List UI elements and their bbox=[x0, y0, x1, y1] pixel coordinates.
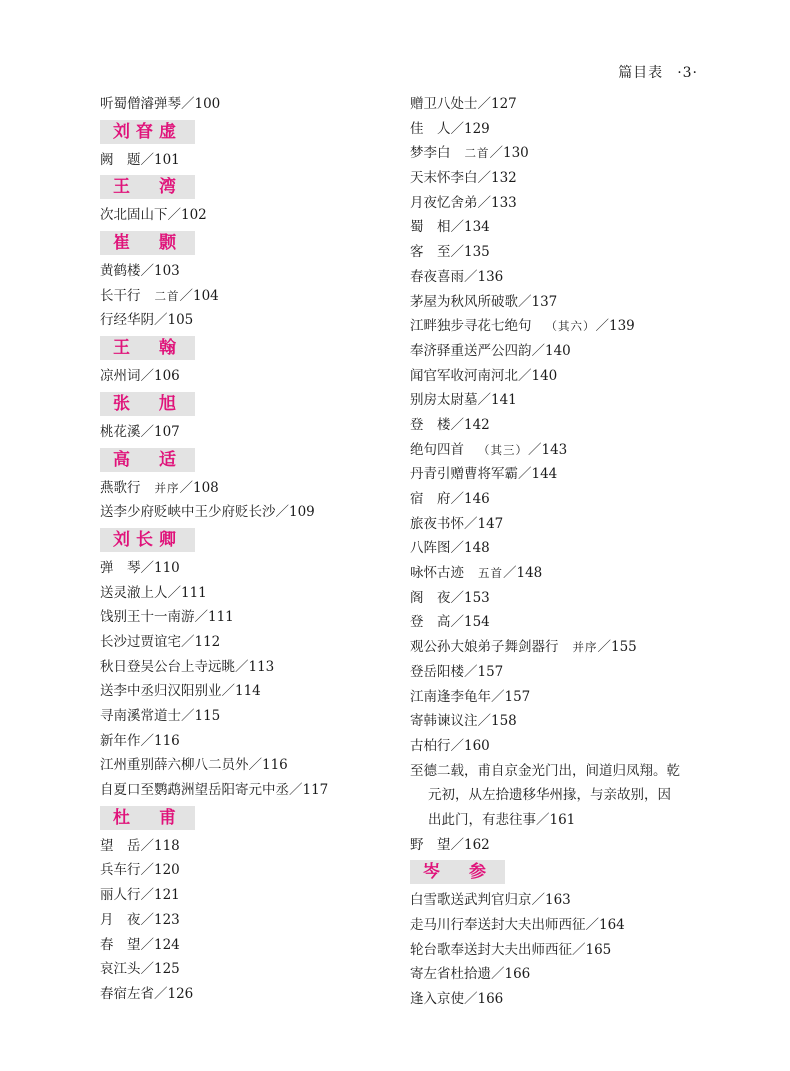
author-heading: 岑 参 bbox=[410, 860, 505, 884]
toc-entry bbox=[410, 660, 710, 685]
entry-title: 桃花溪／107 bbox=[100, 423, 180, 440]
entry-title: 登 高／154 bbox=[410, 614, 490, 631]
entry-title: 阙 题／101 bbox=[100, 151, 180, 168]
toc-entry bbox=[100, 778, 390, 803]
author-heading: 张 旭 bbox=[100, 392, 195, 416]
toc-entry bbox=[410, 833, 710, 858]
toc-entry bbox=[410, 586, 710, 611]
toc-entry bbox=[410, 536, 710, 561]
toc-entry bbox=[410, 92, 710, 117]
entry-title: 送灵澈上人／111 bbox=[100, 584, 207, 601]
toc-entry bbox=[100, 834, 390, 859]
toc-column-left bbox=[100, 92, 390, 1007]
entry-title: 望 岳／118 bbox=[100, 837, 180, 854]
toc-entry-line: 至德二载，甫自京金光门出，间道归凤翔。乾 bbox=[410, 762, 680, 779]
entry-title: 阁 夜／153 bbox=[410, 589, 490, 606]
entry-title: 宿 府／146 bbox=[410, 491, 490, 507]
entry-title: 兵车行／120 bbox=[100, 862, 180, 879]
toc-entry bbox=[410, 413, 710, 438]
toc-entry bbox=[100, 476, 390, 501]
entry-title: 绝句四首 bbox=[410, 441, 464, 458]
entry-title: 白雪歌送武判官归京／163 bbox=[410, 892, 571, 909]
toc-entry bbox=[100, 308, 390, 333]
entry-title: 江畔独步寻花七绝句 bbox=[410, 318, 532, 335]
toc-entry bbox=[100, 883, 390, 908]
toc-entry bbox=[410, 709, 710, 734]
page-number: ·3· bbox=[677, 65, 698, 81]
toc-entry bbox=[410, 685, 710, 710]
toc-entry bbox=[410, 462, 710, 487]
toc-entry bbox=[100, 203, 390, 228]
entry-title: 寄左省杜拾遗／166 bbox=[410, 966, 531, 983]
entry-title: 梦李白 bbox=[410, 145, 451, 162]
entry-title: 月 夜／123 bbox=[100, 911, 180, 928]
entry-title: 长干行 bbox=[100, 287, 141, 304]
toc-entry bbox=[410, 240, 710, 265]
toc-entry-line: 元初，从左拾遗移华州掾，与亲故别，因 bbox=[428, 787, 671, 804]
entry-page: ／104 bbox=[179, 287, 219, 304]
toc-entry bbox=[100, 630, 390, 655]
entry-title: 八阵图／148 bbox=[410, 540, 490, 557]
toc-entry bbox=[410, 759, 710, 833]
entry-note: 五首 bbox=[478, 566, 503, 581]
section-title: 篇目表 bbox=[618, 65, 664, 81]
entry-title: 寻南溪常道士／115 bbox=[100, 708, 221, 724]
toc-entry bbox=[410, 290, 710, 315]
toc-entry bbox=[100, 679, 390, 704]
entry-title: 弹 琴／110 bbox=[100, 559, 180, 576]
entry-title: 茅屋为秋风所破歌／137 bbox=[410, 293, 558, 310]
toc-entry bbox=[410, 314, 710, 339]
toc-entry bbox=[410, 364, 710, 389]
entry-page: ／148 bbox=[503, 565, 543, 582]
entry-title: 野 望／162 bbox=[410, 836, 490, 853]
entry-title: 哀江头／125 bbox=[100, 961, 180, 978]
toc-entry bbox=[410, 141, 710, 166]
entry-title: 次北固山下／102 bbox=[100, 207, 207, 224]
author-heading: 王 湾 bbox=[100, 175, 195, 199]
entry-title: 春夜喜雨／136 bbox=[410, 268, 504, 285]
entry-title: 送李少府贬峡中王少府贬长沙／109 bbox=[100, 504, 315, 521]
entry-title: 听蜀僧濬弹琴／100 bbox=[100, 96, 221, 112]
entry-title: 江南逢李龟年／157 bbox=[410, 688, 531, 705]
entry-title: 赠卫八处士／127 bbox=[410, 96, 517, 112]
entry-title: 客 至／135 bbox=[410, 244, 490, 261]
entry-title: 奉济驿重送严公四韵／140 bbox=[410, 342, 571, 359]
page-header bbox=[618, 62, 698, 82]
entry-title: 饯别王十一南游／111 bbox=[100, 609, 234, 626]
entry-title: 春 望／124 bbox=[100, 936, 180, 953]
toc-entry bbox=[100, 933, 390, 958]
entry-title: 行经华阴／105 bbox=[100, 312, 194, 329]
author-heading: 杜 甫 bbox=[100, 806, 195, 830]
toc-entry bbox=[410, 635, 710, 660]
entry-title: 黄鹤楼／103 bbox=[100, 263, 180, 280]
toc-entry bbox=[410, 734, 710, 759]
toc-entry bbox=[100, 364, 390, 389]
entry-title: 逢入京使／166 bbox=[410, 991, 504, 1008]
entry-title: 观公孙大娘弟子舞剑器行 bbox=[410, 639, 559, 656]
toc-entry bbox=[100, 908, 390, 933]
entry-title: 月夜忆舍弟／133 bbox=[410, 194, 517, 211]
toc-entry bbox=[100, 655, 390, 680]
toc-entry bbox=[100, 420, 390, 445]
toc-entry-line: 出此门，有悲往事／161 bbox=[428, 811, 576, 828]
entry-title: 古柏行／160 bbox=[410, 737, 490, 754]
toc-entry bbox=[410, 938, 710, 963]
entry-title: 登岳阳楼／157 bbox=[410, 663, 504, 680]
toc-entry bbox=[410, 265, 710, 290]
entry-page: ／143 bbox=[528, 441, 568, 458]
toc-entry bbox=[410, 191, 710, 216]
entry-title: 旅夜书怀／147 bbox=[410, 515, 504, 532]
entry-page: ／139 bbox=[595, 318, 635, 335]
entry-title: 春宿左省／126 bbox=[100, 985, 194, 1002]
toc-entry bbox=[410, 512, 710, 537]
entry-title: 江州重别薛六柳八二员外／116 bbox=[100, 757, 288, 774]
toc-entry bbox=[100, 753, 390, 778]
toc-entry bbox=[100, 957, 390, 982]
toc-entry bbox=[410, 561, 710, 586]
toc-entry bbox=[100, 259, 390, 284]
entry-page: ／108 bbox=[179, 479, 219, 496]
entry-title: 登 楼／142 bbox=[410, 416, 490, 433]
toc-entry bbox=[100, 284, 390, 309]
entry-title: 寄韩谏议注／158 bbox=[410, 713, 517, 730]
entry-title: 丽人行／121 bbox=[100, 887, 180, 904]
toc-entry bbox=[100, 858, 390, 883]
entry-note: 二首 bbox=[154, 288, 180, 303]
entry-title: 丹青引赠曹将军霸／144 bbox=[410, 466, 558, 483]
entry-title: 长沙过贾谊宅／112 bbox=[100, 633, 221, 650]
entry-note: （其六） bbox=[545, 319, 596, 334]
entry-title: 自夏口至鹦鹉洲望岳阳寄元中丞／117 bbox=[100, 782, 329, 799]
toc-entry bbox=[410, 117, 710, 142]
author-heading: 高 适 bbox=[100, 448, 195, 472]
toc-entry bbox=[410, 388, 710, 413]
entry-title: 蜀 相／134 bbox=[410, 219, 490, 236]
entry-title: 秋日登吴公台上寺远眺／113 bbox=[100, 658, 275, 675]
toc-entry bbox=[100, 704, 390, 729]
toc-entry bbox=[100, 556, 390, 581]
entry-title: 新年作／116 bbox=[100, 732, 180, 749]
toc-entry bbox=[410, 339, 710, 364]
entry-note: （其三） bbox=[478, 442, 528, 457]
entry-note: 并序 bbox=[572, 640, 598, 655]
entry-title: 别房太尉墓／141 bbox=[410, 392, 517, 409]
toc-entry bbox=[410, 913, 710, 938]
entry-note: 并序 bbox=[154, 480, 180, 495]
author-heading: 刘眘虚 bbox=[100, 120, 195, 144]
toc-entry bbox=[410, 610, 710, 635]
entry-title: 凉州词／106 bbox=[100, 368, 180, 385]
toc-entry bbox=[410, 888, 710, 913]
entry-page: ／155 bbox=[597, 639, 637, 656]
toc-entry bbox=[410, 987, 710, 1012]
toc-entry bbox=[100, 729, 390, 754]
entry-title: 天末怀李白／132 bbox=[410, 170, 517, 187]
entry-note: 二首 bbox=[464, 146, 490, 161]
toc-entry bbox=[100, 92, 390, 117]
toc-entry bbox=[410, 215, 710, 240]
toc-entry bbox=[100, 605, 390, 630]
toc-entry bbox=[100, 982, 390, 1007]
entry-page: ／130 bbox=[489, 145, 529, 162]
author-heading: 崔 颢 bbox=[100, 231, 195, 255]
entry-title: 送李中丞归汉阳别业／114 bbox=[100, 683, 261, 700]
toc-entry bbox=[100, 148, 390, 173]
entry-title: 轮台歌奉送封大夫出师西征／165 bbox=[410, 941, 612, 958]
author-heading: 王 翰 bbox=[100, 336, 195, 360]
toc-entry bbox=[100, 500, 390, 525]
toc-column-right bbox=[410, 92, 710, 1012]
toc-entry bbox=[410, 962, 710, 987]
toc-entry bbox=[410, 487, 710, 512]
toc-entry bbox=[100, 581, 390, 606]
toc-entry bbox=[410, 166, 710, 191]
entry-title: 燕歌行 bbox=[100, 479, 141, 496]
entry-title: 闻官军收河南河北／140 bbox=[410, 367, 558, 384]
entry-title: 走马川行奉送封大夫出师西征／164 bbox=[410, 917, 625, 934]
entry-title: 咏怀古迹 bbox=[410, 565, 464, 582]
entry-title: 佳 人／129 bbox=[410, 120, 490, 137]
toc-entry bbox=[410, 438, 710, 463]
author-heading: 刘长卿 bbox=[100, 528, 195, 552]
